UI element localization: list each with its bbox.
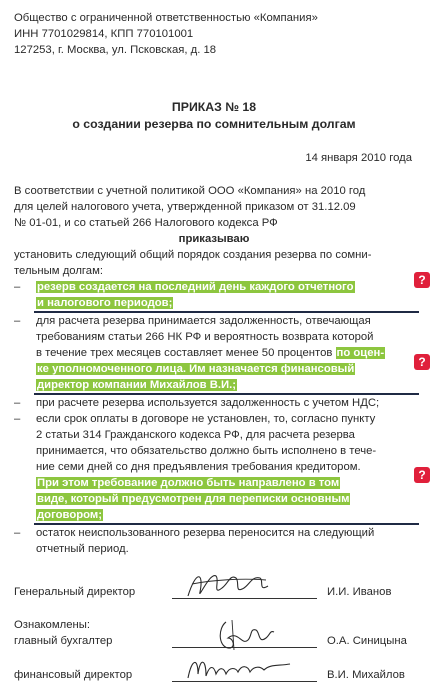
- highlighted-text: и налогового периодов;: [37, 297, 173, 309]
- item-text: если срок оплаты в договоре не установлен, то, согласно пункту: [36, 413, 376, 425]
- acquainted-label: Ознакомлены:: [14, 619, 90, 631]
- list-dash: –: [14, 315, 21, 327]
- highlighted-text: ке уполномоченного лица. Им назначается финансовый: [37, 363, 355, 375]
- list-dash: –: [14, 281, 21, 293]
- cfo-signature: [184, 652, 294, 686]
- item-text: ние семи дней со дня предъявления требования кредитором.: [36, 461, 361, 473]
- list-dash: –: [14, 413, 21, 425]
- intro-line: установить следующий общий порядок создания резерва по сомни-: [14, 249, 372, 261]
- order-subject: о создании резерва по сомнительным долгам: [72, 117, 356, 131]
- item-text: в течение трех месяцев составляет менее 50 процентов: [36, 347, 333, 359]
- ceo-signature: [182, 566, 272, 606]
- item-text: при расчете резерва используется задолженность с учетом НДС;: [36, 397, 380, 409]
- signer-role: главный бухгалтер: [14, 635, 113, 647]
- highlighted-text: договором;: [37, 509, 102, 521]
- order-item-2: [14, 313, 414, 393]
- company-header: [14, 10, 414, 58]
- signer-name: И.И. Иванов: [327, 586, 392, 598]
- intro-line: тельным долгам:: [14, 265, 103, 277]
- highlighted-text: резерв создается на последний день каждого отчетного: [37, 281, 354, 293]
- order-item-4: [14, 411, 414, 523]
- list-dash: –: [14, 397, 21, 409]
- order-word: приказываю: [178, 233, 250, 245]
- order-item-1: [14, 279, 414, 311]
- preamble-line: для целей налогового учета, утвержденной приказом от 31.12.09: [14, 201, 356, 213]
- item-text: остаток неиспользованного резерва переносится на следующий: [36, 527, 375, 539]
- preamble-line: В соответствии с учетной политикой ООО «Компания» на 2010 год: [14, 185, 366, 197]
- question-badge[interactable]: ?: [414, 467, 430, 483]
- order-items-list: [14, 279, 414, 557]
- order-title: [14, 99, 414, 133]
- company-address: 127253, г. Москва, ул. Псковская, д. 18: [14, 44, 217, 56]
- company-name: Общество с ограниченной ответственностью «Компания»: [14, 12, 318, 24]
- question-badge[interactable]: ?: [414, 272, 430, 288]
- order-body: [14, 183, 414, 557]
- order-date: 14 января 2010 года: [305, 152, 412, 164]
- item-text: для расчета резерва принимается задолженность, отвечающая: [36, 315, 371, 327]
- highlighted-text: директор компании Михайлов В.И.;: [37, 379, 237, 391]
- highlighted-text: виде, который предусмотрен для переписки основным: [37, 493, 350, 505]
- signer-name: О.А. Синицына: [327, 635, 407, 647]
- order-item-5: [14, 525, 414, 557]
- item-text: 2 статьи 314 Гражданского кодекса РФ, для расчета резерва: [36, 429, 355, 441]
- item-text: требованиям статьи 266 НК РФ и вероятность возврата которой: [36, 331, 374, 343]
- signer-role: Генеральный директор: [14, 586, 136, 598]
- signer-name: В.И. Михайлов: [327, 669, 405, 681]
- accountant-signature: [212, 616, 282, 656]
- highlighted-text: по оцен-: [336, 347, 385, 359]
- order-document: [14, 10, 414, 557]
- signer-role: финансовый директор: [14, 669, 133, 681]
- company-tax-ids: ИНН 7701029814, КПП 770101001: [14, 28, 194, 40]
- preamble-line: № 01-01, и со статьей 266 Налогового кодекса РФ: [14, 217, 278, 229]
- item-text: принимается, что обязательство должно быть исполнено в тече-: [36, 445, 377, 457]
- question-badge[interactable]: ?: [414, 354, 430, 370]
- list-dash: –: [14, 527, 21, 539]
- order-item-3: [14, 395, 414, 411]
- item-text: отчетный период.: [36, 543, 129, 555]
- order-number: ПРИКАЗ № 18: [171, 100, 257, 114]
- highlighted-text: При этом требование должно быть направлено в том: [37, 477, 340, 489]
